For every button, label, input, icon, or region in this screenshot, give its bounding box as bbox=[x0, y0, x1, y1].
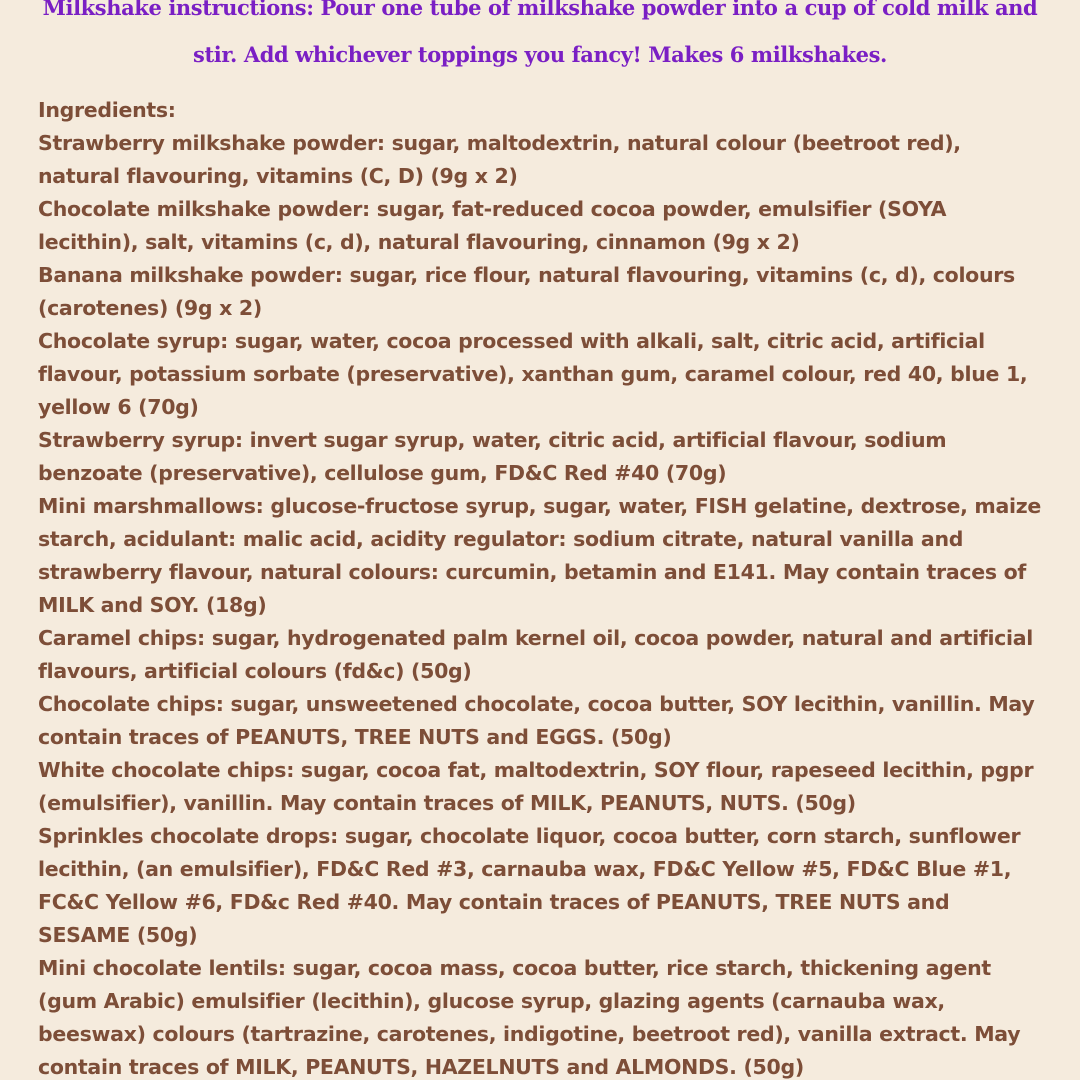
ingredient-sprinkles-chocolate-drops: Sprinkles chocolate drops: sugar, chocolate liquor, cocoa butter, corn starch, sunflower lecithin, (an emulsifier), FD&C Red #3, carnauba wax, FD&C Yellow #5, FD&C Blue #1, FC&C Yellow #6, FD&c Red #40. May contain traces of PEANUTS, TREE NUTS and SESAME (50g) bbox=[38, 824, 1021, 947]
milkshake-instructions: Milkshake instructions: Pour one tube of milkshake powder into a cup of cold milk and stir. Add whichever toppings you fancy! Makes 6 milkshakes. bbox=[42, 0, 1038, 67]
ingredient-strawberry-syrup: Strawberry syrup: invert sugar syrup, water, citric acid, artificial flavour, sodium benzoate (preservative), cellulose gum, FD&C Red #40 (70g) bbox=[38, 428, 947, 485]
ingredient-strawberry-milkshake-powder: Strawberry milkshake powder: sugar, maltodextrin, natural colour (beetroot red), natural flavouring, vitamins (C, D) (9g x 2) bbox=[38, 131, 961, 188]
ingredient-caramel-chips: Caramel chips: sugar, hydrogenated palm kernel oil, cocoa powder, natural and artificial flavours, artificial colours (fd&c) (50g) bbox=[38, 626, 1034, 683]
ingredients-heading: Ingredients: bbox=[38, 98, 176, 122]
ingredients-list bbox=[38, 94, 1048, 1080]
ingredient-chocolate-chips: Chocolate chips: sugar, unsweetened chocolate, cocoa butter, SOY lecithin, vanillin. May contain traces of PEANUTS, TREE NUTS and EGGS. (50g) bbox=[38, 692, 1035, 749]
ingredient-white-chocolate-chips: White chocolate chips: sugar, cocoa fat, maltodextrin, SOY flour, rapeseed lecithin, pgpr (emulsifier), vanillin. May contain traces of MILK, PEANUTS, NUTS. (50g) bbox=[38, 758, 1034, 815]
ingredient-mini-marshmallows: Mini marshmallows: glucose-fructose syrup, sugar, water, FISH gelatine, dextrose, maize starch, acidulant: malic acid, acidity regulator: sodium citrate, natural vanilla and strawberry flavour, natural colours: curcumin, betamin and E141. May contain traces of MILK and SOY. (18g) bbox=[38, 494, 1041, 617]
ingredient-banana-milkshake-powder: Banana milkshake powder: sugar, rice flour, natural flavouring, vitamins (c, d), colours (carotenes) (9g x 2) bbox=[38, 263, 1015, 320]
ingredient-chocolate-syrup: Chocolate syrup: sugar, water, cocoa processed with alkali, salt, citric acid, artificial flavour, potassium sorbate (preservative), xanthan gum, caramel colour, red 40, blue 1, yellow 6 (70g) bbox=[38, 329, 1028, 419]
ingredient-mini-chocolate-lentils: Mini chocolate lentils: sugar, cocoa mass, cocoa butter, rice starch, thickening agent (gum Arabic) emulsifier (lecithin), glucose syrup, glazing agents (carnauba wax, beeswax) colours (tartrazine, carotenes, indigotine, beetroot red), vanilla extract. May contain traces of MILK, PEANUTS, HAZELNUTS and ALMONDS. (50g) bbox=[38, 956, 1021, 1079]
ingredient-chocolate-milkshake-powder: Chocolate milkshake powder: sugar, fat-reduced cocoa powder, emulsifier (SOYA lecithin), salt, vitamins (c, d), natural flavouring, cinnamon (9g x 2) bbox=[38, 197, 947, 254]
